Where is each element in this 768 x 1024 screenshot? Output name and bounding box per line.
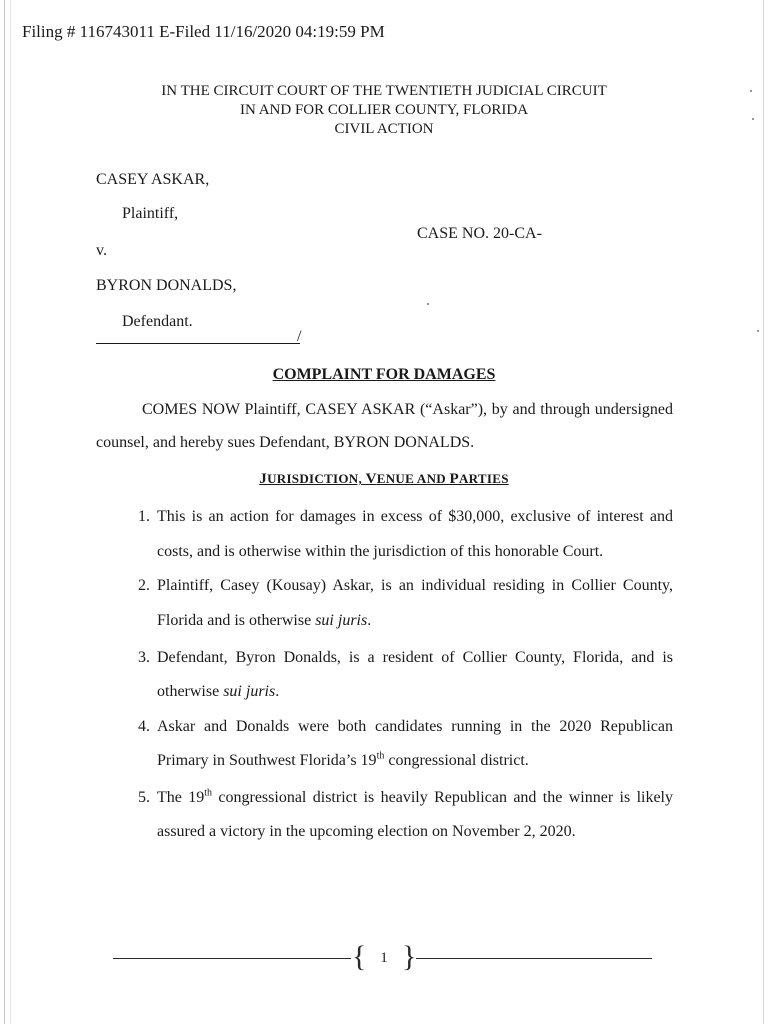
caption-rule	[96, 343, 300, 344]
document-title: COMPLAINT FOR DAMAGES	[272, 366, 496, 383]
footer-rule-right	[416, 958, 652, 959]
paragraph-5-line-1: The 19th congressional district is heavily Republican and the winner is likely	[157, 787, 674, 806]
scan-speck	[757, 330, 759, 332]
page-number: 1	[380, 950, 388, 966]
paragraph-number: 5.	[138, 789, 150, 806]
section-heading: JURISDICTION, VENUE AND PARTIES	[259, 471, 509, 487]
intro-line-1: COMES NOW Plaintiff, CASEY ASKAR (“Askar”), by and through undersigned	[142, 401, 673, 418]
paragraph-5-line-2: assured a victory in the upcoming election on November 2, 2020.	[157, 823, 576, 840]
case-number: CASE NO. 20-CA-	[417, 225, 542, 242]
paragraph-number: 1.	[138, 508, 150, 525]
court-name-line: IN THE CIRCUIT COURT OF THE TWENTIETH JUDICIAL CIRCUIT	[161, 83, 607, 99]
footer-rule-left	[113, 958, 351, 959]
paragraph-2-line-2: Florida and is otherwise sui juris.	[157, 612, 372, 629]
caption-slash: /	[297, 328, 302, 345]
court-county-line: IN AND FOR COLLIER COUNTY, FLORIDA	[239, 102, 529, 118]
paragraph-4-line-2: Primary in Southwest Florida’s 19th congressional district.	[157, 750, 529, 769]
paragraph-1-line-1: This is an action for damages in excess of $30,000, exclusive of interest and	[157, 508, 673, 525]
paragraph-3-line-1: Defendant, Byron Donalds, is a resident of Collier County, Florida, and is	[157, 649, 673, 666]
intro-line-2: counsel, and hereby sues Defendant, BYRON DONALDS.	[96, 434, 475, 451]
court-action-line: CIVIL ACTION	[334, 121, 434, 137]
paragraph-1-line-2: costs, and is otherwise within the jurisdiction of this honorable Court.	[157, 543, 604, 560]
plaintiff-name: CASEY ASKAR,	[96, 171, 210, 188]
versus: v.	[96, 242, 107, 259]
plaintiff-role: Plaintiff,	[122, 205, 179, 222]
scan-edge	[10, 0, 11, 1024]
paragraph-3-line-2: otherwise sui juris.	[157, 683, 280, 700]
footer-bracket-right: }	[402, 940, 417, 973]
paragraph-4-line-1: Askar and Donalds were both candidates running in the 2020 Republican	[157, 718, 673, 735]
paragraph-number: 4.	[138, 718, 150, 735]
scan-edge	[763, 0, 764, 1024]
paragraph-number: 3.	[138, 649, 150, 666]
paragraph-number: 2.	[138, 577, 150, 594]
scan-edge	[0, 0, 5, 1024]
defendant-name: BYRON DONALDS,	[96, 277, 237, 294]
paragraph-2-line-1: Plaintiff, Casey (Kousay) Askar, is an individual residing in Collier County,	[157, 577, 673, 594]
scan-speck	[427, 303, 429, 305]
footer-bracket-left: {	[352, 940, 367, 973]
filing-stamp: Filing # 116743011 E-Filed 11/16/2020 04:19:59 PM	[22, 22, 385, 41]
defendant-role: Defendant.	[122, 313, 193, 330]
